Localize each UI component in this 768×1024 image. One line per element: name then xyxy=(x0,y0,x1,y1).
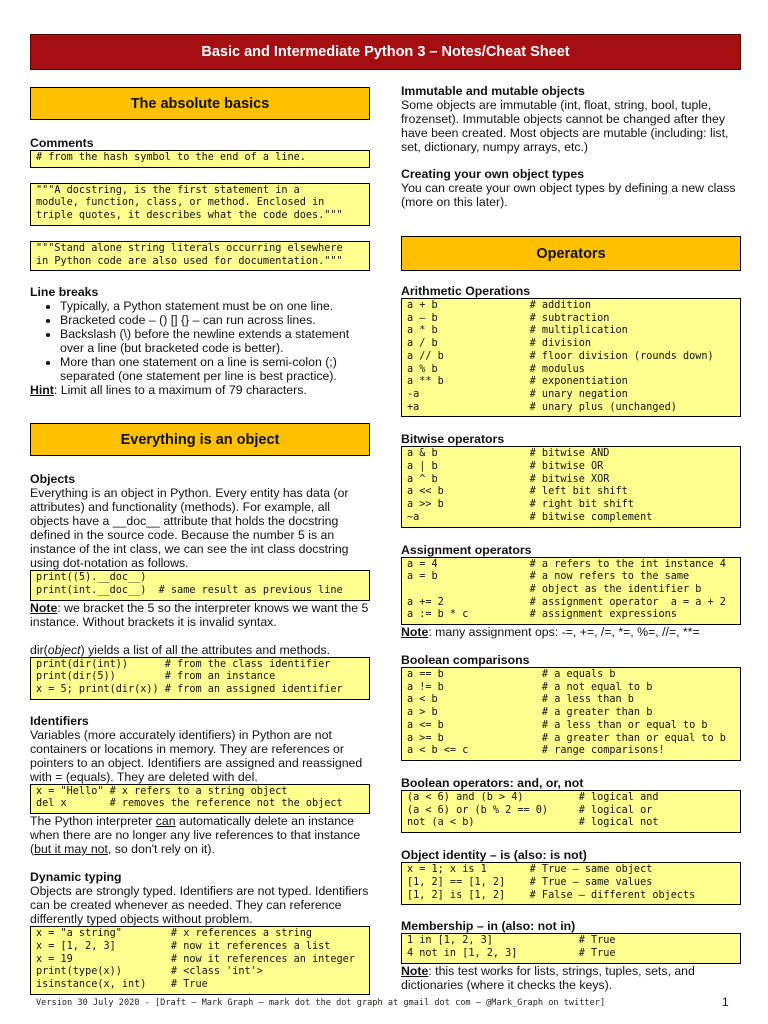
heading-absolute-basics: The absolute basics xyxy=(30,87,370,120)
member-note xyxy=(401,964,741,992)
immutable-text: Some objects are immutable (int, float, string, bool, tuple, frozenset). Immutable objects cannot be changed after they have been created. Most objects are mutable (including: list, set, dictionary, numpy arrays, etc.) xyxy=(401,98,729,154)
list-item: • More than one statement on a line is semi-colon (;) separated (one statement per line is best practice). xyxy=(60,355,370,383)
objects-code: print((5).__doc__) print(int.__doc__) # same result as previous line xyxy=(30,570,370,600)
docstring-code: """A docstring, is the first statement in a module, function, class, or method. Enclosed in triple quotes, it describes what the code does.""" xyxy=(30,183,370,226)
immutable-title: Immutable and mutable objects xyxy=(401,84,585,98)
string-literal-code: """Stand alone string literals occurring elsewhere in Python code are also used for documentation.""" xyxy=(30,241,370,271)
dir-prefix: dir( xyxy=(30,642,48,657)
comments-code: # from the hash symbol to the end of a line. xyxy=(30,150,370,168)
typing-text: Objects are strongly typed. Identifiers are not typed. Identifiers can be created whenever as needed. They can reference differently typed objects without problem. xyxy=(30,884,369,927)
identity-title: Object identity – is (also: is not) xyxy=(401,848,587,863)
gc-may: but it may not xyxy=(34,842,108,857)
bitwise-title: Bitwise operators xyxy=(401,432,505,447)
line-breaks-title: Line breaks xyxy=(30,285,99,300)
arith-code: a + b # addition a – b # subtraction a * b # multiplication a / b # division a // b # floor division (rounds down) a % b # modulus a ** b # exponentiation -a # unary negation +a # unary plus (unchanged) xyxy=(401,298,741,417)
boolops-title: Boolean operators: and, or, not xyxy=(401,775,584,790)
objects-note-text: : we bracket the 5 so the interpreter knows we want the 5 instance. Without brackets it is invalid syntax. xyxy=(30,600,369,629)
identifiers-title: Identifiers xyxy=(30,713,89,728)
boolcmp-code: a == b # a equals b a != b # a not equal to b a < b # a less than b a > b # a greater than b a <= b # a less than or equal to b a >= b # a greater than or equal to b a < b <= c # range comparisons! xyxy=(401,667,741,761)
assign-code: a = 4 # a refers to the int instance 4 a = b # a now refers to the same # object as the identifier b a += 2 # assignment operator a = a + 2 a := b * c # assignment expressions xyxy=(401,557,741,626)
typing-title: Dynamic typing xyxy=(30,870,122,885)
gc-text-3: , so don't rely on it). xyxy=(107,842,215,857)
list-item: • Bracketed code – () [] {} – can run across lines. xyxy=(60,313,370,327)
types-title: Creating your own object types xyxy=(401,167,585,181)
footer-version: Version 30 July 2020 - [Draft – Mark Graph – mark dot the dot graph at gmail dot com – @Mark_Graph on twitter] xyxy=(36,998,606,1008)
page-number: 1 xyxy=(722,995,729,1009)
identifiers-code: x = "Hello" # x refers to a string object del x # removes the reference not the object xyxy=(30,784,370,814)
right-column xyxy=(401,84,741,992)
line-breaks-list xyxy=(30,299,370,383)
member-code: 1 in [1, 2, 3] # True 4 not in [1, 2, 3] # True xyxy=(401,933,741,963)
bitwise-code: a & b # bitwise AND a | b # bitwise OR a ^ b # bitwise XOR a << b # left bit shift a >> b # right bit shift ~a # bitwise complement xyxy=(401,446,741,527)
heading-everything-object: Everything is an object xyxy=(30,423,370,456)
assign-note-text: : many assignment ops: -=, +=, /=, *=, %=, //=, **= xyxy=(428,625,700,640)
objects-note xyxy=(30,601,370,629)
note-label: Note xyxy=(30,600,58,615)
note-label: Note xyxy=(401,963,429,978)
boolops-code: (a < 6) and (b > 4) # logical and (a < 6) or (b % 2 == 0) # logical or not (a < b) # logical not xyxy=(401,790,741,833)
hint-text: : Limit all lines to a maximum of 79 characters. xyxy=(53,383,307,398)
comments-title: Comments xyxy=(30,136,94,150)
heading-operators: Operators xyxy=(401,236,741,271)
identity-code: x = 1; x is 1 # True – same object [1, 2] == [1, 2] # True – same values [1, 2] is [1, 2] # False – different objects xyxy=(401,862,741,905)
assign-title: Assignment operators xyxy=(401,542,532,557)
identifiers-text: Variables (more accurately identifiers) in Python are not containers or locations in memory. They are references or pointers to an object. Identifiers are assigned and reassigned with = (equals). They are deleted with del. xyxy=(30,727,363,784)
objects-title: Objects xyxy=(30,472,76,487)
member-note-text: : this test works for lists, strings, tuples, sets, and dictionaries (where it checks the keys). xyxy=(401,963,695,992)
objects-text: Everything is an object in Python. Every entity has data (or attributes) and functionality (methods). For example, all objects have a __doc__ attribute that holds the docstring defined in the source code. Because the number 5 is an instance of the int class, we can see the int class docstring using dot-notation as follows. xyxy=(30,486,349,571)
gc-can: can xyxy=(155,814,176,829)
dir-suffix: ) yields a list of all the attributes and methods. xyxy=(80,642,331,657)
gc-text xyxy=(30,814,370,856)
dir-code: print(dir(int)) # from the class identifier print(dir(5)) # from an instance x = 5; print(dir(x)) # from an assigned identifier xyxy=(30,657,370,700)
gc-text-1: The Python interpreter xyxy=(30,814,156,829)
typing-code: x = "a string" # x references a string x = [1, 2, 3] # now it references a list x = 19 # now it references an integer print(type(x)) # <class 'int'> isinstance(x, int) # True xyxy=(30,926,370,995)
note-label: Note xyxy=(401,625,429,640)
types-text: You can create your own object types by defining a new class (more on this later). xyxy=(401,181,736,209)
member-title: Membership – in (also: not in) xyxy=(401,919,576,934)
arith-title: Arithmetic Operations xyxy=(401,284,531,298)
hint-line xyxy=(30,383,370,397)
assign-note xyxy=(401,625,741,639)
dir-italic: object xyxy=(47,642,81,657)
dir-line xyxy=(30,643,370,657)
gc-text-2: automatically delete an instance when there are no longer any live references to that instance ( xyxy=(30,814,361,857)
page-title: Basic and Intermediate Python 3 – Notes/Cheat Sheet xyxy=(30,34,741,70)
list-item: • Backslash (\) before the newline extends a statement over a line (but bracketed code is better). xyxy=(60,327,370,355)
hint-label: Hint xyxy=(30,383,54,398)
left-column xyxy=(30,84,370,995)
list-item: • Typically, a Python statement must be on one line. xyxy=(60,299,370,313)
boolcmp-title: Boolean comparisons xyxy=(401,653,530,668)
